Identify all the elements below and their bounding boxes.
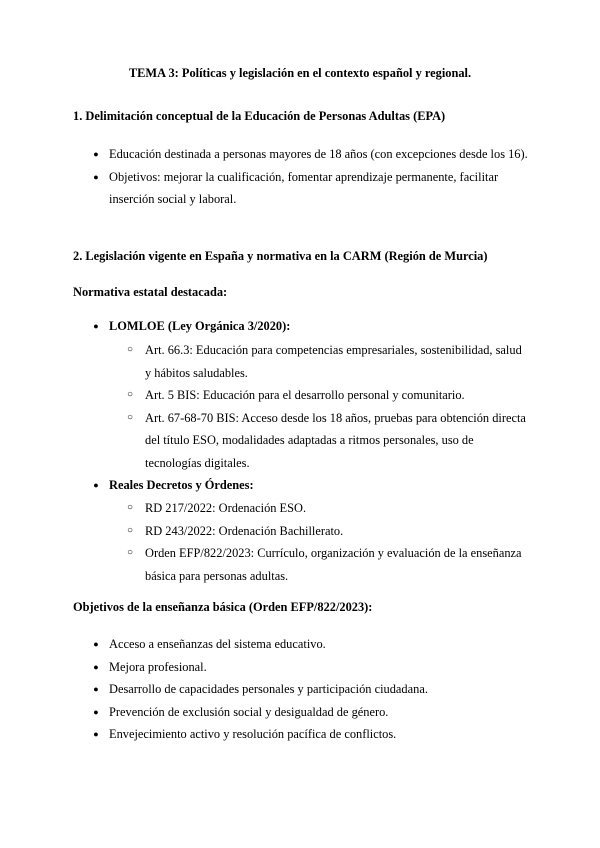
list-item — [93, 315, 529, 338]
list-item — [93, 474, 529, 497]
lomloe-label: LOMLOE (Ley Orgánica 3/2020): — [109, 319, 291, 333]
bullet-icon: ● — [93, 661, 99, 672]
circle-bullet-icon: ○ — [126, 344, 134, 355]
document-title: TEMA 3: Políticas y legislación en el contexto español y regional. — [128, 66, 472, 80]
circle-bullet-icon: ○ — [126, 389, 134, 400]
list-item: ● Objetivos: mejorar la cualificación, fomentar aprendizaje permanente, facilitar inserción social y laboral. — [109, 166, 529, 211]
section-1-list — [93, 143, 529, 211]
list-item: ○ Orden EFP/822/2023: Currículo, organización y evaluación de la enseñanza básica para personas adultas. — [145, 542, 527, 587]
reales-sublist — [126, 497, 527, 587]
lomloe-sublist — [126, 339, 527, 474]
list-item: ● Desarrollo de capacidades personales y participación ciudadana. — [109, 678, 529, 701]
section-2-heading: 2. Legislación vigente en España y normativa en la CARM (Región de Murcia) — [73, 249, 488, 263]
circle-bullet-icon: ○ — [126, 411, 134, 423]
list-item: ○ RD 243/2022: Ordenación Bachillerato. — [145, 520, 527, 543]
section-3-heading: Objetivos de la enseñanza básica (Orden EFP/822/2023): — [73, 600, 373, 614]
lomloe-list — [93, 315, 529, 338]
reales-list — [93, 474, 529, 497]
section-1-heading: 1. Delimitación conceptual de la Educación de Personas Adultas (EPA) — [73, 109, 446, 123]
bullet-icon: ● — [93, 480, 99, 490]
section-2-subheading: Normativa estatal destacada: — [73, 285, 228, 299]
section-3-list — [93, 633, 529, 746]
list-item: ○ RD 217/2022: Ordenación ESO. — [145, 497, 527, 520]
bullet-icon: ● — [93, 729, 99, 739]
reales-label: Reales Decretos y Órdenes: — [109, 478, 254, 492]
list-item: ● Educación destinada a personas mayores de 18 años (con excepciones desde los 16). — [109, 143, 529, 166]
list-item: ● Mejora profesional. — [109, 656, 529, 679]
bullet-icon: ● — [93, 706, 99, 717]
circle-bullet-icon: ○ — [126, 502, 134, 513]
list-item: ● Envejecimiento activo y resolución pacífica de conflictos. — [109, 723, 529, 746]
list-item: ○ Art. 5 BIS: Educación para el desarrollo personal y comunitario. — [145, 384, 527, 407]
list-item: ● Acceso a enseñanzas del sistema educativo. — [109, 633, 529, 656]
circle-bullet-icon: ○ — [126, 524, 134, 536]
circle-bullet-icon: ○ — [126, 547, 134, 558]
bullet-icon: ● — [93, 684, 99, 694]
list-item: ○ Art. 67-68-70 BIS: Acceso desde los 18 años, pruebas para obtención directa del título ESO, modalidades adaptadas a ritmos personales, uso de tecnologías digitales. — [145, 407, 527, 475]
bullet-icon: ● — [93, 149, 99, 159]
list-item: ○ Art. 66.3: Educación para competencias empresariales, sostenibilidad, salud y hábitos saludables. — [145, 339, 527, 384]
bullet-icon: ● — [93, 171, 99, 182]
bullet-icon: ● — [93, 639, 99, 649]
list-item: ● Prevención de exclusión social y desigualdad de género. — [109, 701, 529, 724]
bullet-icon: ● — [93, 321, 99, 331]
